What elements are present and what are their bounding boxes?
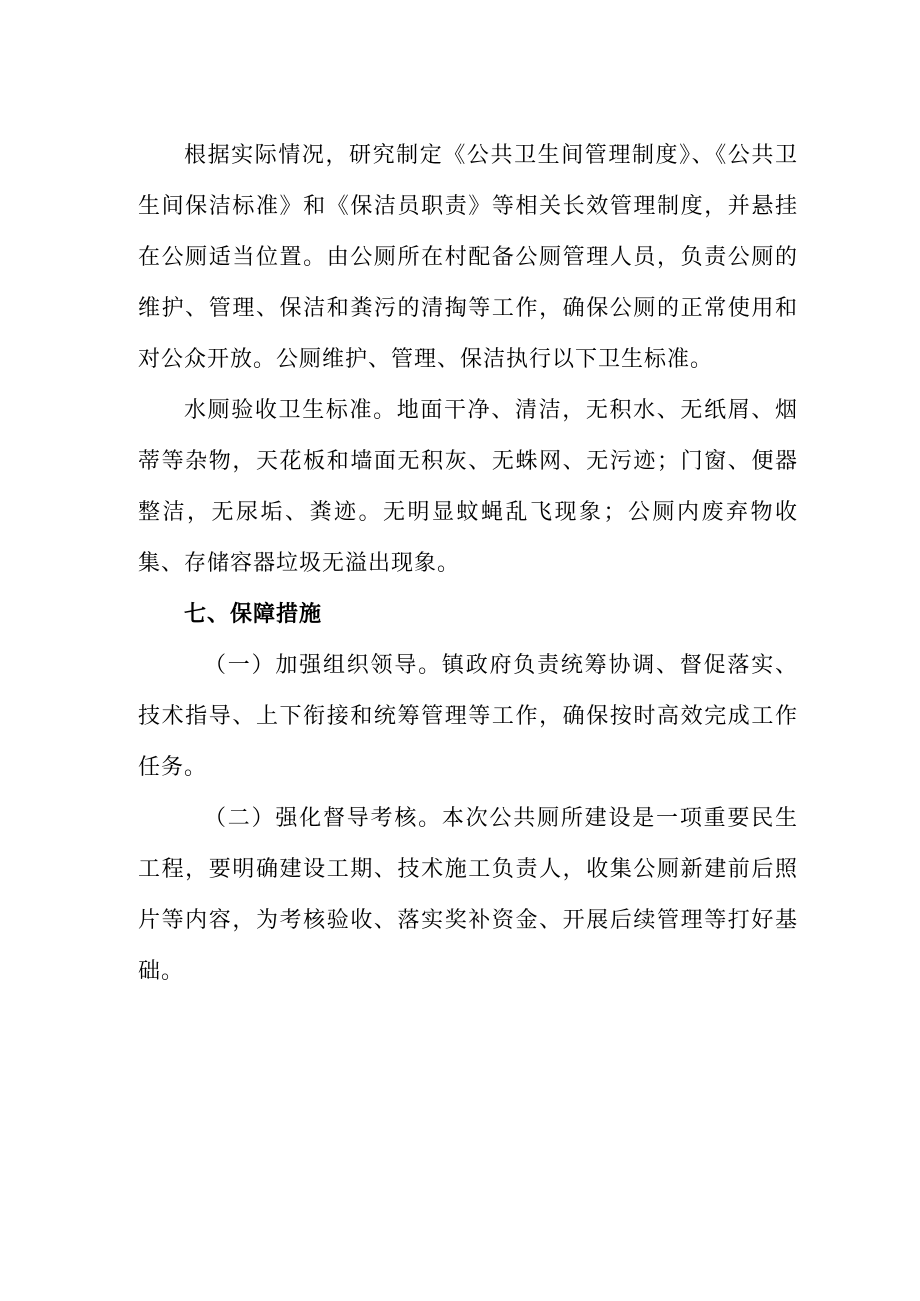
section-heading: 七、保障措施: [184, 602, 323, 627]
document-page: [138, 130, 798, 997]
paragraph-hygiene-standard: 水厕验收卫生标准。地面干净、清洁，无积水、无纸屑、烟蒂等杂物，天花板和墙面无积灰、无蛛网、无污迹；门窗、便器整洁，无尿垢、粪迹。无明显蚊蝇乱飞现象；公厕内废弃物收集、存储容器垃圾无溢出现象。: [138, 398, 798, 576]
measure-item-supervision: （二）强化督导考核。本次公共厕所建设是一项重要民生工程，要明确建设工期、技术施工负责人，收集公厕新建前后照片等内容，为考核验收、落实奖补资金、开展后续管理等打好基础。: [138, 806, 798, 984]
paragraph-management-system: 根据实际情况，研究制定《公共卫生间管理制度》、《公共卫生间保洁标准》和《保洁员职责》等相关长效管理制度，并悬挂在公厕适当位置。由公厕所在村配备公厕管理人员，负责公厕的维护、管理、保洁和粪污的清掏等工作，确保公厕的正常使用和对公众开放。公厕维护、管理、保洁执行以下卫生标准。: [138, 143, 798, 372]
measure-item-organization: （一）加强组织领导。镇政府负责统筹协调、督促落实、技术指导、上下衔接和统筹管理等工作，确保按时高效完成工作任务。: [138, 653, 798, 780]
